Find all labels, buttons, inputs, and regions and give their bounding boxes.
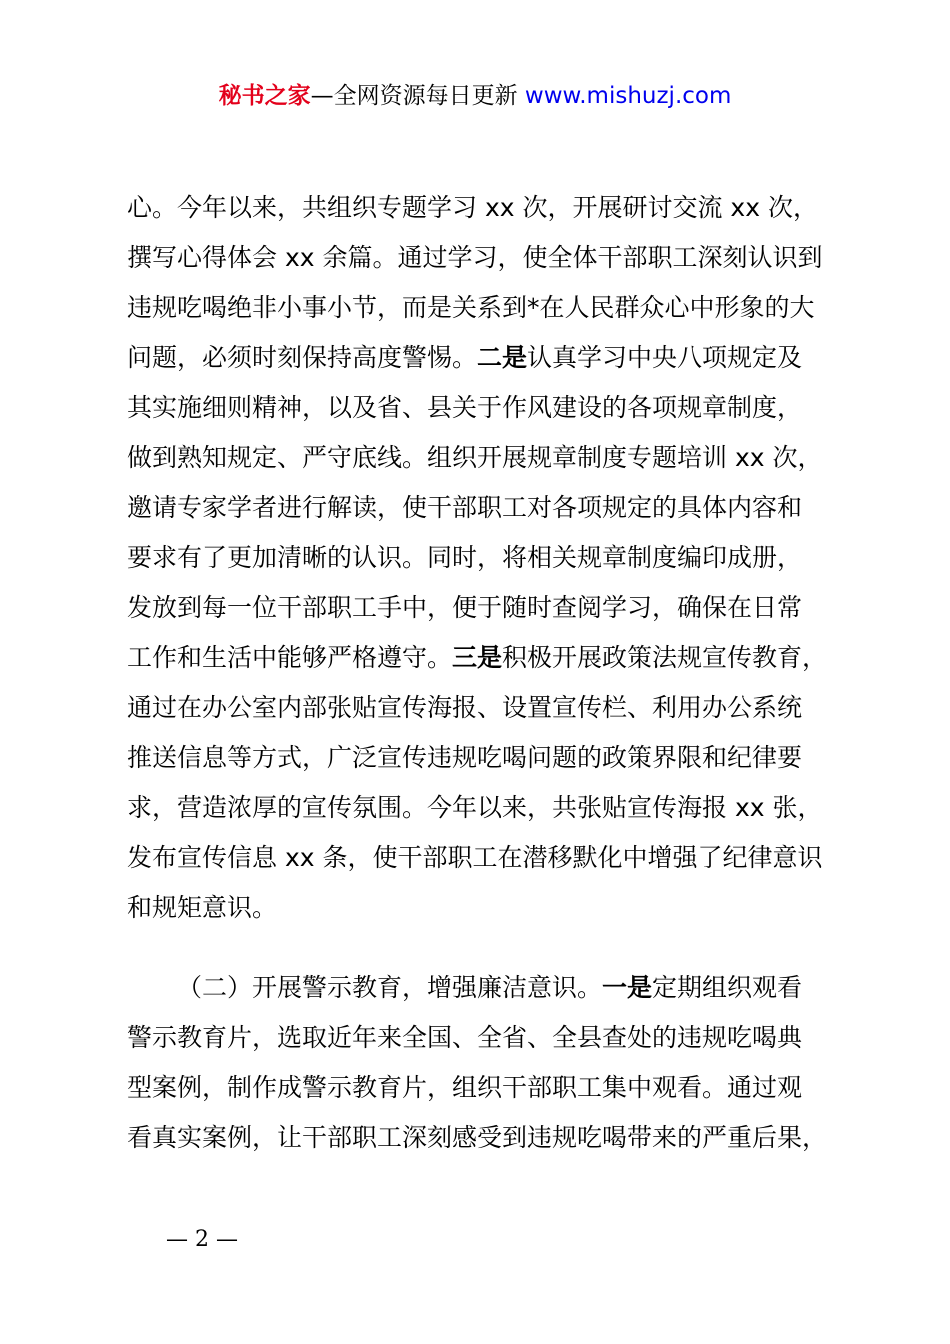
site-brand: 秘书之家: [218, 83, 311, 109]
bold-marker: 三是: [452, 643, 503, 672]
text-segment: 问题，必须时刻保持高度警惕。: [127, 343, 478, 372]
text-line: 发放到每一位干部职工手中，便于随时查阅学习，确保在日常: [127, 593, 803, 622]
text-line: 和规矩意识。: [127, 893, 278, 922]
text-segment: （二）开展警示教育，增强廉洁意识。: [177, 973, 603, 1002]
page-number: — 2 —: [166, 1227, 238, 1252]
text-line: 撰写心得体会 xx 余篇。通过学习，使全体干部职工深刻认识到: [127, 243, 823, 272]
text-line: 要求有了更加清晰的认识。同时，将相关规章制度编印成册，: [127, 543, 803, 572]
text-segment: 工作和生活中能够严格遵守。: [127, 643, 453, 672]
text-segment: 定期组织观看: [652, 973, 803, 1002]
text-segment: 积极开展政策法规宣传教育，: [502, 643, 828, 672]
text-line: [127, 963, 847, 1013]
text-line: 看真实案例，让干部职工深刻感受到违规吃喝带来的严重后果，: [127, 1123, 828, 1152]
text-line: 其实施细则精神，以及省、县关于作风建设的各项规章制度，: [127, 393, 803, 422]
site-header: [0, 80, 950, 112]
bold-marker: 一是: [602, 973, 653, 1002]
text-segment: 认真学习中央八项规定及: [527, 343, 803, 372]
site-url-link[interactable]: www.mishuzj.com: [524, 83, 732, 109]
text-line: [127, 633, 847, 683]
text-line: 求，营造浓厚的宣传氛围。今年以来，共张贴宣传海报 xx 张，: [127, 793, 823, 822]
bold-marker: 二是: [477, 343, 528, 372]
text-line: [127, 333, 847, 383]
text-line: 做到熟知规定、严守底线。组织开展规章制度专题培训 xx 次，: [127, 443, 823, 472]
text-line: 心。今年以来，共组织专题学习 xx 次，开展研讨交流 xx 次，: [127, 193, 818, 222]
text-line: 警示教育片，选取近年来全国、全省、全县查处的违规吃喝典: [127, 1023, 803, 1052]
text-line: 发布宣传信息 xx 条，使干部职工在潜移默化中增强了纪律意识: [127, 843, 823, 872]
text-line: 型案例，制作成警示教育片，组织干部职工集中观看。通过观: [127, 1073, 803, 1102]
paragraph-gap: [127, 933, 847, 963]
text-line: 推送信息等方式，广泛宣传违规吃喝问题的政策界限和纪律要: [127, 743, 803, 772]
text-line: 通过在办公室内部张贴宣传海报、设置宣传栏、利用办公系统: [127, 693, 803, 722]
text-line: 邀请专家学者进行解读，使干部职工对各项规定的具体内容和: [127, 493, 803, 522]
text-line: 违规吃喝绝非小事小节，而是关系到*在人民群众心中形象的大: [127, 293, 815, 322]
site-tagline: —全网资源每日更新: [310, 83, 525, 109]
document-body: [127, 183, 847, 1163]
